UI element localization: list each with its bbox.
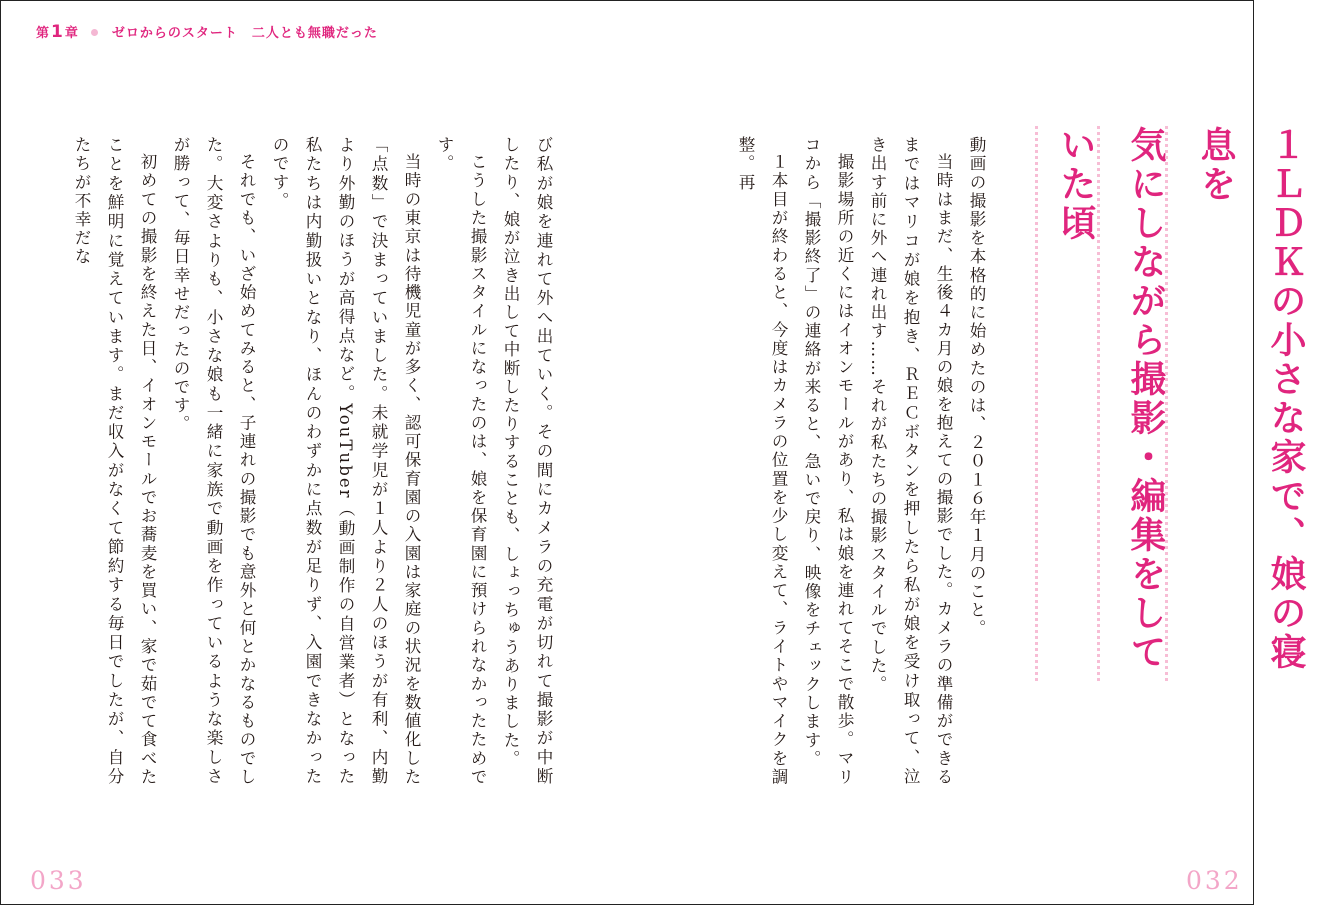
- body-paragraph: 当時はまだ、生後４カ月の娘を抱えての撮影でした。カメラの準備ができるまではマリコが娘を抱き、ＲＥＣボタンを押したら私が娘を受け取って、泣き出す前に外へ連れ出す……それが私たちの撮影スタイルでした。: [868, 136, 953, 786]
- section-heading-line-2: 気にしながら撮影・編集をしていた頃: [1055, 126, 1166, 672]
- chapter-title: ゼロからのスタート 二人とも無職だった: [111, 26, 378, 41]
- body-paragraph: 動画の撮影を本格的に始めたのは、２０１６年１月のこと。: [967, 136, 986, 639]
- body-paragraph: １本目が終わると、今度はカメラの位置を少し変えて、ライトやマイクを調整。再: [736, 136, 788, 786]
- body-paragraph: こうした撮影スタイルになったのは、娘を保育園に預けられなかったためです。: [435, 136, 487, 786]
- left-page-body: [72, 136, 560, 786]
- page-number-left: 033: [30, 866, 87, 895]
- body-paragraph: 撮影場所の近くにはイオンモールがあり、私は娘を連れてそこで散歩。マリコから「撮影終了」の連絡が来ると、急いで戻り、映像をチェックします。: [802, 136, 854, 786]
- section-heading: [1030, 126, 1306, 686]
- chapter-suffix: 章: [64, 26, 79, 41]
- section-heading-line-1: １ＬＤＫの小さな家で、娘の寝息を: [1195, 126, 1306, 672]
- heading-dotted-rule: [1035, 126, 1038, 681]
- body-paragraph: 初めての撮影を終えた日、イオンモールでお蕎麦を買い、家で茹でて食べたことを鮮明に覚えています。まだ収入がなくて節約する毎日でしたが、自分たちが不幸だな: [72, 136, 157, 786]
- section-heading-text: [1040, 126, 1320, 686]
- chapter-prefix: 第: [36, 26, 51, 41]
- body-paragraph: 当時の東京は待機児童が多く、認可保育園の入園は家庭の状況を数値化した「点数」で決まっていました。未就学児が１人より２人のほうが有利、内勤より外勤のほうが高得点など。YouTuber（動画制作の自営業者）となった私たちは内勤扱いとなり、ほんのわずかに点数が足りず、入園できなかったのです。: [270, 136, 421, 786]
- body-paragraph: それでも、いざ始めてみると、子連れの撮影でも意外と何とかなるものでした。大変さよりも、小さな娘も一緒に家族で動画を作っているような楽しさが勝って、毎日幸せだったのです。: [171, 136, 256, 786]
- running-header: [36, 22, 378, 42]
- header-dot-icon: [91, 29, 98, 36]
- chapter-number: 1: [51, 22, 64, 42]
- page-number-right: 032: [1186, 866, 1243, 895]
- heading-dotted-rule: [1097, 126, 1100, 681]
- right-page-body: [693, 136, 993, 786]
- body-paragraph: び私が娘を連れて外へ出ていく。その間にカメラの充電が切れて撮影が中断したり、娘が泣き出して中断したりすることも、しょっちゅうありました。: [501, 136, 553, 786]
- heading-dotted-rule: [1165, 126, 1168, 681]
